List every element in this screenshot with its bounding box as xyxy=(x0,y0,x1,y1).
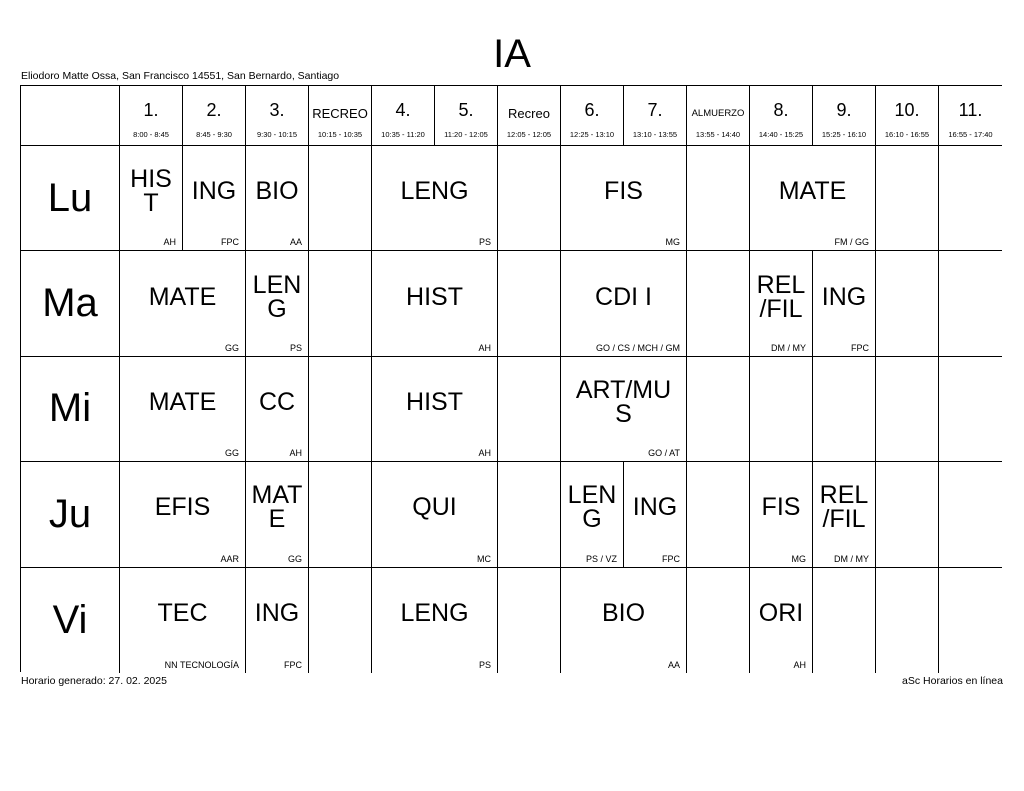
period-header xyxy=(750,86,813,146)
empty-cell xyxy=(498,357,561,462)
day-label: Lu xyxy=(21,146,120,251)
lesson-teacher: PS / VZ xyxy=(585,553,617,564)
lesson-cell[interactable] xyxy=(561,462,624,567)
lesson-teacher: PS xyxy=(478,237,491,248)
lesson-cell[interactable] xyxy=(561,568,687,673)
empty-cell xyxy=(687,146,750,251)
period-time: 14:40 - 15:25 xyxy=(758,130,804,139)
period-time: 10:15 - 10:35 xyxy=(317,130,363,139)
period-time: 16:55 - 17:40 xyxy=(948,130,993,139)
lesson-cell[interactable] xyxy=(813,251,876,356)
period-label: 8. xyxy=(773,100,789,120)
lesson-teacher: GO / CS / MCH / GM xyxy=(595,342,680,353)
period-time: 12:25 - 13:10 xyxy=(569,130,615,139)
lesson-cell[interactable] xyxy=(120,251,246,356)
period-time: 10:35 - 11:20 xyxy=(381,130,425,139)
lesson-subject: LENG xyxy=(400,177,469,206)
lesson-teacher: GG xyxy=(224,342,239,353)
empty-cell xyxy=(498,251,561,356)
empty-cell xyxy=(876,251,939,356)
period-label: 4. xyxy=(395,100,411,120)
period-label: 7. xyxy=(647,100,663,120)
period-label: ALMUERZO xyxy=(691,108,745,119)
period-time: 8:00 - 8:45 xyxy=(133,130,169,139)
lesson-subject: MATE xyxy=(148,282,217,311)
period-label: 6. xyxy=(584,100,600,120)
lesson-subject: CC xyxy=(258,387,296,416)
lesson-subject: FIS xyxy=(604,177,643,206)
empty-cell xyxy=(687,357,750,462)
lesson-subject: LENG xyxy=(400,599,469,628)
lesson-teacher: DM / MY xyxy=(834,553,869,564)
lesson-cell[interactable] xyxy=(372,568,498,673)
lesson-teacher: MG xyxy=(791,553,806,564)
lesson-subject: ING xyxy=(632,493,678,522)
lesson-cell[interactable] xyxy=(246,146,309,251)
lesson-teacher: AA xyxy=(667,659,680,670)
lesson-cell[interactable] xyxy=(246,462,309,567)
empty-cell xyxy=(939,146,1002,251)
empty-cell xyxy=(309,146,372,251)
empty-cell xyxy=(687,568,750,673)
empty-cell xyxy=(309,568,372,673)
lesson-teacher: AH xyxy=(478,342,491,353)
day-label: Ma xyxy=(21,251,120,356)
lesson-teacher: MC xyxy=(477,553,491,564)
lesson-cell[interactable] xyxy=(561,357,687,462)
lesson-subject: ING xyxy=(821,282,867,311)
lesson-cell[interactable] xyxy=(246,568,309,673)
lesson-teacher: GG xyxy=(224,448,239,459)
lesson-cell[interactable] xyxy=(120,357,246,462)
period-time: 9:30 - 10:15 xyxy=(256,130,298,139)
empty-cell xyxy=(876,146,939,251)
period-header xyxy=(372,86,435,146)
lesson-subject: ART/MU S xyxy=(575,375,672,428)
period-header xyxy=(498,86,561,146)
empty-cell xyxy=(939,462,1002,567)
empty-cell xyxy=(939,251,1002,356)
lesson-subject: LEN G xyxy=(567,481,617,534)
lesson-subject: MATE xyxy=(778,177,847,206)
lesson-cell[interactable] xyxy=(183,146,246,251)
empty-cell xyxy=(309,357,372,462)
period-label: Recreo xyxy=(508,106,550,121)
lesson-subject: ING xyxy=(254,599,300,628)
empty-cell xyxy=(498,146,561,251)
lesson-cell[interactable] xyxy=(120,568,246,673)
period-time: 11:20 - 12:05 xyxy=(444,130,488,139)
lesson-teacher: AH xyxy=(289,448,302,459)
period-label: 2. xyxy=(206,100,222,120)
period-time: 16:10 - 16:55 xyxy=(884,130,930,139)
lesson-cell[interactable] xyxy=(750,568,813,673)
lesson-cell[interactable] xyxy=(120,462,246,567)
period-header xyxy=(120,86,183,146)
lesson-subject: QUI xyxy=(412,493,457,522)
lesson-subject: BIO xyxy=(255,177,299,206)
lesson-cell[interactable] xyxy=(372,357,498,462)
corner-cell xyxy=(21,86,120,146)
lesson-cell[interactable] xyxy=(372,146,498,251)
period-label: 1. xyxy=(143,100,159,120)
lesson-subject: HIST xyxy=(406,282,463,311)
lesson-subject: MATE xyxy=(148,387,217,416)
period-time: 13:10 - 13:55 xyxy=(632,130,678,139)
lesson-cell[interactable] xyxy=(372,462,498,567)
day-label: Mi xyxy=(21,357,120,462)
lesson-teacher: AH xyxy=(478,448,491,459)
lesson-cell[interactable] xyxy=(813,462,876,567)
day-label: Ju xyxy=(21,462,120,567)
period-header xyxy=(876,86,939,146)
lesson-subject: TEC xyxy=(157,599,208,628)
generated-date: Horario generado: 27. 02. 2025 xyxy=(21,675,167,687)
period-label: 11. xyxy=(958,100,983,120)
period-header xyxy=(561,86,624,146)
lesson-teacher: PS xyxy=(289,342,302,353)
empty-cell xyxy=(939,568,1002,673)
school-address: Eliodoro Matte Ossa, San Francisco 14551, San Bernardo, Santiago xyxy=(21,70,340,82)
lesson-cell[interactable] xyxy=(246,251,309,356)
lesson-subject: ING xyxy=(191,177,237,206)
empty-cell xyxy=(813,357,876,462)
empty-cell xyxy=(876,462,939,567)
lesson-cell[interactable] xyxy=(120,146,183,251)
period-header xyxy=(624,86,687,146)
period-time: 13:55 - 14:40 xyxy=(695,130,741,139)
empty-cell xyxy=(750,357,813,462)
lesson-teacher: AH xyxy=(163,237,176,248)
period-header xyxy=(939,86,1002,146)
lesson-cell[interactable] xyxy=(246,357,309,462)
empty-cell xyxy=(939,357,1002,462)
period-header xyxy=(687,86,750,146)
lesson-teacher: PS xyxy=(478,659,491,670)
lesson-subject: REL /FIL xyxy=(756,270,806,323)
period-header xyxy=(309,86,372,146)
lesson-cell[interactable] xyxy=(624,462,687,567)
period-label: 3. xyxy=(269,100,285,120)
lesson-cell[interactable] xyxy=(561,251,687,356)
empty-cell xyxy=(876,568,939,673)
period-header xyxy=(246,86,309,146)
lesson-subject: EFIS xyxy=(154,493,211,522)
lesson-subject: MAT E xyxy=(251,481,303,534)
empty-cell xyxy=(813,568,876,673)
lesson-subject: CDI I xyxy=(595,282,652,311)
lesson-cell[interactable] xyxy=(750,251,813,356)
lesson-teacher: GG xyxy=(287,553,302,564)
lesson-subject: FIS xyxy=(761,493,801,522)
lesson-subject: BIO xyxy=(601,599,646,628)
lesson-teacher: GO / AT xyxy=(648,448,680,459)
lesson-teacher: DM / MY xyxy=(771,342,806,353)
period-header xyxy=(183,86,246,146)
lesson-teacher: FPC xyxy=(851,342,869,353)
lesson-teacher: FM / GG xyxy=(834,237,869,248)
lesson-teacher: NN TECNOLOGÍA xyxy=(164,659,239,670)
empty-cell xyxy=(498,568,561,673)
timetable-grid xyxy=(20,85,1002,672)
period-header xyxy=(435,86,498,146)
lesson-subject: ORI xyxy=(758,599,804,628)
empty-cell xyxy=(309,251,372,356)
lesson-teacher: AH xyxy=(793,659,806,670)
lesson-teacher: FPC xyxy=(284,659,302,670)
empty-cell xyxy=(687,251,750,356)
period-label: 9. xyxy=(836,100,852,120)
empty-cell xyxy=(309,462,372,567)
lesson-teacher: AAR xyxy=(220,553,239,564)
lesson-teacher: MG xyxy=(665,237,680,248)
period-label: RECREO xyxy=(312,106,368,121)
period-label: 5. xyxy=(458,100,474,120)
lesson-subject: LEN G xyxy=(252,270,302,323)
lesson-subject: REL /FIL xyxy=(819,481,869,534)
day-label: Vi xyxy=(21,568,120,673)
lesson-subject: HIST xyxy=(406,387,463,416)
period-time: 15:25 - 16:10 xyxy=(821,130,867,139)
lesson-cell[interactable] xyxy=(750,462,813,567)
empty-cell xyxy=(687,462,750,567)
empty-cell xyxy=(876,357,939,462)
lesson-subject: HIS T xyxy=(130,165,172,218)
empty-cell xyxy=(498,462,561,567)
lesson-teacher: FPC xyxy=(221,237,239,248)
page-title: IA xyxy=(493,32,531,76)
footer-brand: aSc Horarios en línea xyxy=(902,675,1003,687)
period-time: 12:05 - 12:05 xyxy=(506,130,552,139)
period-time: 8:45 - 9:30 xyxy=(196,130,232,139)
lesson-cell[interactable] xyxy=(750,146,876,251)
period-header xyxy=(813,86,876,146)
lesson-cell[interactable] xyxy=(561,146,687,251)
lesson-teacher: FPC xyxy=(662,553,680,564)
lesson-teacher: AA xyxy=(289,237,302,248)
lesson-cell[interactable] xyxy=(372,251,498,356)
period-label: 10. xyxy=(894,100,920,120)
